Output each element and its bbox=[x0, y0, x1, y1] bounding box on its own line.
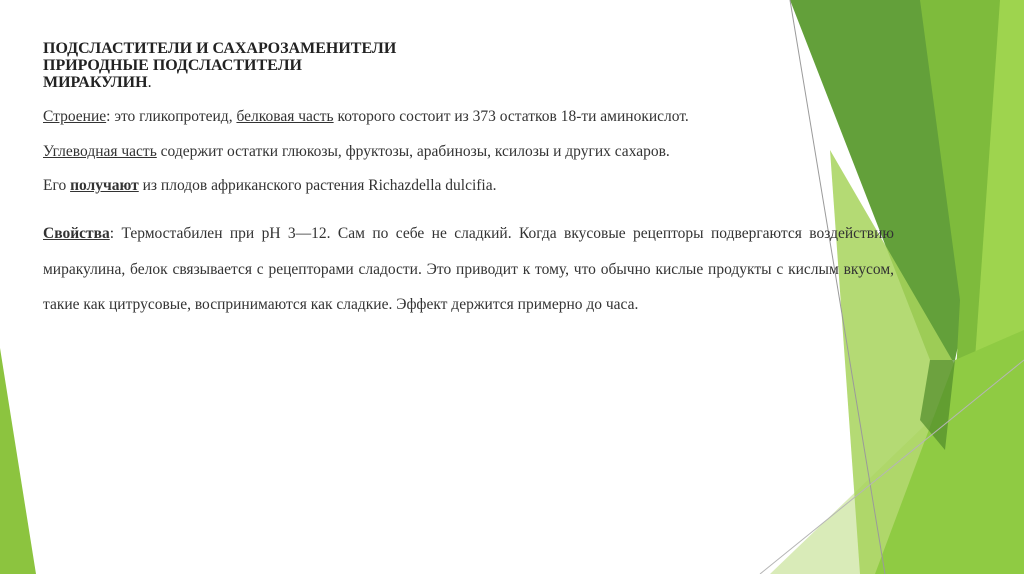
slide-title bbox=[43, 40, 743, 91]
carbs-paragraph bbox=[43, 143, 893, 161]
structure-paragraph bbox=[43, 108, 893, 126]
title-line-3-text: МИРАКУЛИН bbox=[43, 74, 148, 91]
source-label: получают bbox=[70, 177, 139, 194]
properties-text: : Термостабилен при pH 3—12. Сам по себе не сладкий. Когда вкусовые рецепторы подвергаются воздействию миракулина, белок связывается с рецепторами сладости. Это приводит к тому, что обычно кислые продукты с кислым вкусом, такие как цитрусовые, воспринимаются как сладкие. Эффект держится примерно до часа. bbox=[43, 225, 894, 313]
structure-text-1: : это гликопротеид, bbox=[106, 108, 237, 125]
title-line-3-dot: . bbox=[147, 74, 152, 91]
title-line-2: ПРИРОДНЫЕ ПОДСЛАСТИТЕЛИ bbox=[43, 57, 302, 74]
carbs-label: Углеводная часть bbox=[43, 143, 157, 160]
title-line-1: ПОДСЛАСТИТЕЛИ И САХАРОЗАМЕНИТЕЛИ bbox=[43, 40, 397, 57]
structure-label: Строение bbox=[43, 108, 107, 125]
properties-paragraph bbox=[43, 216, 894, 323]
source-text-2: из плодов африканского растения Richazdella dulcifia. bbox=[138, 177, 497, 194]
structure-text-2: которого состоит из 373 остатков 18-ти аминокислот. bbox=[333, 108, 689, 125]
source-paragraph bbox=[43, 177, 893, 195]
title-line-3 bbox=[43, 74, 743, 91]
left-green-triangle bbox=[0, 348, 36, 574]
source-text-1: Его bbox=[43, 177, 71, 194]
carbs-text: содержит остатки глюкозы, фруктозы, арабинозы, ксилозы и других сахаров. bbox=[156, 143, 670, 160]
properties-label: Свойства bbox=[43, 225, 110, 242]
structure-underlined: белковая часть bbox=[236, 108, 334, 125]
